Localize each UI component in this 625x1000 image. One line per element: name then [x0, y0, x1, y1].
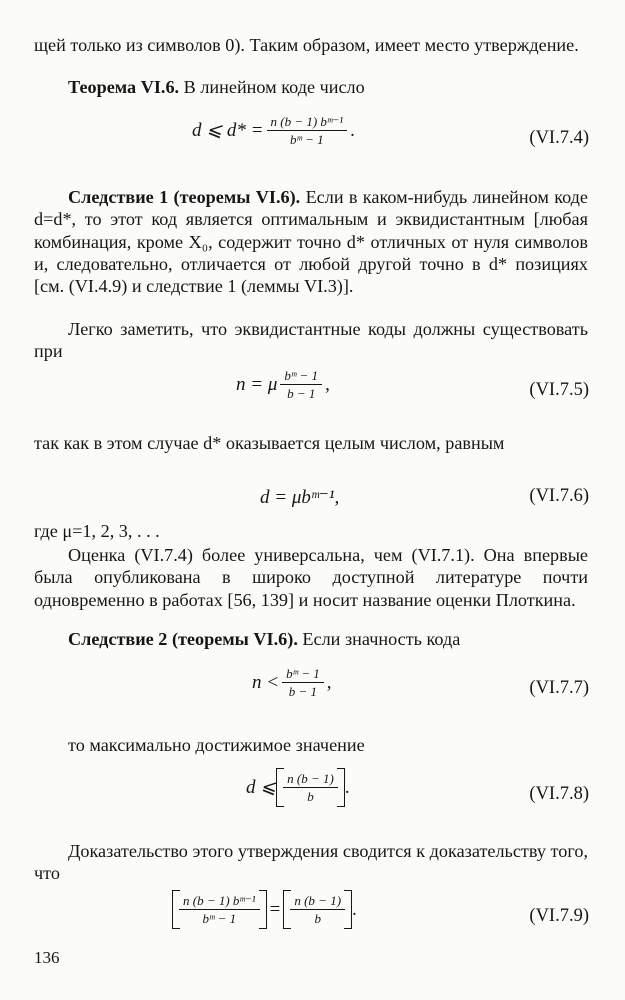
eq7-label: (VI.7.7): [529, 678, 589, 698]
theorem-statement: [34, 76, 588, 98]
equation-vi-7-4: [0, 106, 625, 166]
eq5-tail: ,: [325, 373, 330, 395]
eq9-equals: =: [269, 898, 281, 920]
paragraph-proof: Доказательство этого утверждения сводится к доказательству того, что: [34, 841, 588, 884]
eq4-numerator: n (b − 1) bᵐ⁻¹: [267, 114, 348, 131]
eq9-label: (VI.7.9): [529, 906, 589, 926]
eq7-fraction: [282, 666, 324, 699]
paragraph-since: так как в этом случае d* оказывается целым числом, равным: [34, 433, 505, 453]
eq4-fraction: [267, 114, 348, 147]
corollary-1-title: Следствие 1 (теоремы VI.6).: [68, 187, 301, 207]
eq7-numerator: bᵐ − 1: [282, 666, 324, 683]
corollary-1: [34, 186, 588, 297]
equation-vi-7-8: [0, 764, 625, 824]
eq9-fraction-2: [290, 893, 345, 926]
equation-vi-7-5: [0, 362, 625, 422]
eq7-tail: ,: [326, 671, 332, 693]
paragraph-estimate: Оценка (VI.7.4) более универсальна, чем (VI.7.1). Она впервые была опубликована в широко доступной литературе почти одновременно в работах [56, 139] и носит название оценки Плоткина.: [34, 545, 588, 610]
eq9-right-bracket: [283, 890, 352, 929]
corollary-1-text: Если в каком-нибудь линейном коде d=d*, то этот код является оптимальным и эквидистантным [любая комбинация, кроме X₀, содержит точно d* отличных от нуля символов и, следовательно, отличается от любой другой точно в d* позициях [см. (VI.4.9) и следствие 1 (леммы VI.3)].: [34, 187, 588, 297]
equation-vi-7-9: [0, 886, 625, 946]
page-number: 136: [34, 948, 60, 967]
eq9-numerator-1: n (b − 1) bᵐ⁻¹: [179, 893, 260, 910]
eq6-label: (VI.7.6): [529, 486, 589, 506]
paragraph-continuation: щей только из символов 0). Таким образом, имеет место утверждение.: [34, 35, 579, 55]
corollary-2: [34, 628, 588, 650]
eq9-tail: .: [352, 898, 357, 920]
corollary-2-title: Следствие 2 (теоремы VI.6).: [68, 629, 298, 649]
eq4-lhs: d ⩽ d* =: [192, 120, 264, 141]
eq9-left-bracket: [172, 890, 267, 929]
eq8-tail: .: [344, 776, 350, 798]
paragraph-easy: Легко заметить, что эквидистантные коды должны существовать при: [34, 319, 588, 362]
corollary-2-text: Если значность кода: [297, 629, 461, 649]
paragraph-then: то максимально достижимое значение: [68, 735, 365, 755]
theorem-text: В линейном коде число: [179, 77, 365, 97]
theorem-title: Теорема VI.6.: [68, 77, 180, 97]
eq9-denominator-2: b: [314, 911, 321, 926]
eq8-lhs: d ⩽: [246, 777, 277, 798]
eq8-floor-bracket: [276, 768, 345, 807]
eq5-lhs: n = μ: [236, 373, 278, 395]
eq6-body: d = μbᵐ⁻¹,: [260, 487, 340, 508]
eq4-tail: .: [350, 119, 355, 141]
eq9-denominator-1: bᵐ − 1: [202, 911, 237, 926]
eq7-lhs: n <: [252, 671, 280, 693]
eq9-fraction-1: [179, 893, 260, 926]
eq8-numerator: n (b − 1): [283, 771, 338, 788]
eq4-label: (VI.7.4): [529, 128, 589, 148]
eq8-denominator: b: [307, 789, 314, 804]
eq8-fraction: [283, 771, 338, 804]
eq5-fraction: [280, 368, 322, 401]
eq5-label: (VI.7.5): [529, 380, 589, 400]
eq8-label: (VI.7.8): [529, 784, 589, 804]
paragraph-where: где μ=1, 2, 3, . . .: [34, 521, 160, 541]
equation-vi-7-7: [0, 660, 625, 720]
eq5-numerator: bᵐ − 1: [280, 368, 322, 385]
eq4-denominator: bᵐ − 1: [289, 132, 324, 147]
eq5-denominator: b − 1: [287, 386, 316, 401]
eq9-numerator-2: n (b − 1): [290, 893, 345, 910]
eq7-denominator: b − 1: [288, 684, 318, 699]
